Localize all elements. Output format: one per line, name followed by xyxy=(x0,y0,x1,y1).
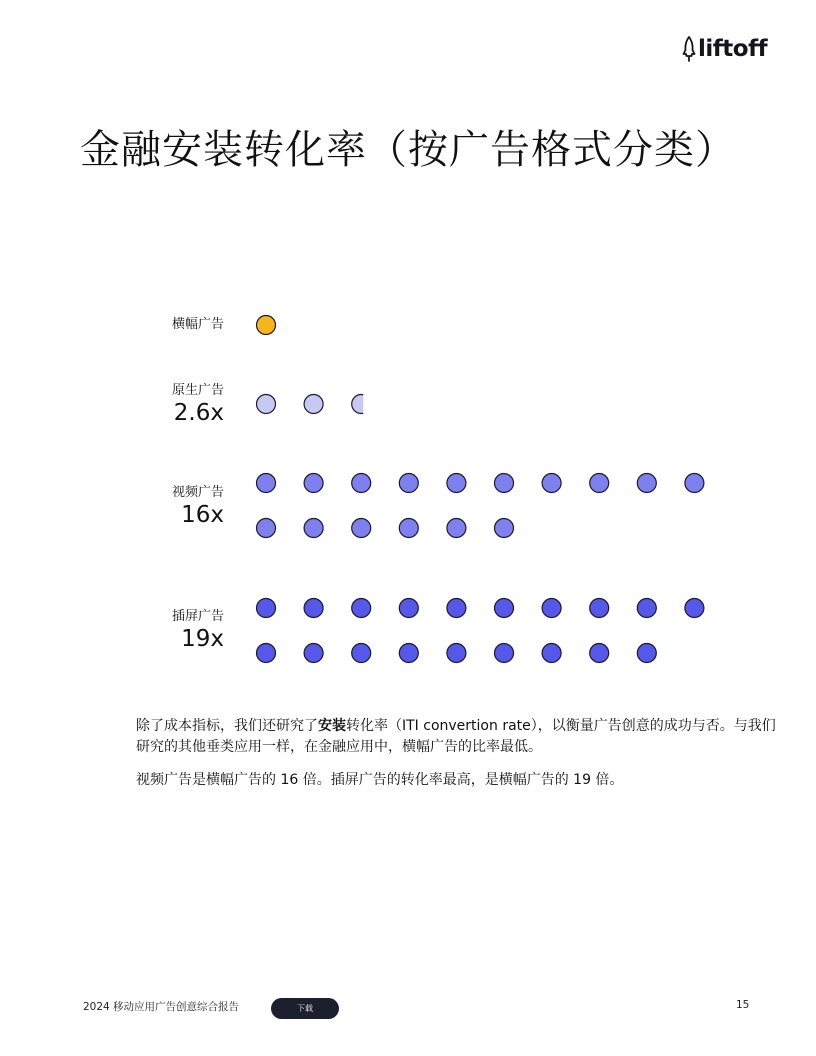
dot-mark xyxy=(447,474,466,493)
dot-mark xyxy=(304,599,323,618)
row-name: 横幅广告 xyxy=(171,317,224,332)
dot-mark xyxy=(399,519,418,538)
dot-mark xyxy=(352,474,371,493)
p1-text-a: 除了成本指标，我们还研究了 xyxy=(136,718,318,734)
dot-mark xyxy=(399,599,418,618)
dot-mark xyxy=(304,644,323,663)
row-multiplier: 19x xyxy=(181,626,224,652)
dot-mark xyxy=(257,474,276,493)
body-paragraph-2 xyxy=(136,770,776,791)
dot-mark xyxy=(495,519,514,538)
dot-mark xyxy=(447,519,466,538)
dot-mark xyxy=(637,644,656,663)
logo-text: liftoff xyxy=(698,36,768,62)
page-title: 金融安装转化率（按广告格式分类） xyxy=(80,127,736,173)
dot-mark xyxy=(399,644,418,663)
row-multiplier: 16x xyxy=(181,502,224,528)
p2-text: 视频广告是横幅广告的 16 倍。插屏广告的转化率最高，是横幅广告的 19 倍。 xyxy=(136,772,624,788)
dot-mark xyxy=(399,474,418,493)
dot-mark xyxy=(685,599,704,618)
row-name: 插屏广告 xyxy=(171,609,224,624)
dot-mark xyxy=(542,599,561,618)
dot-mark xyxy=(352,599,371,618)
dot-mark xyxy=(257,519,276,538)
dot-mark xyxy=(352,644,371,663)
dot-mark xyxy=(352,519,371,538)
dot-mark xyxy=(304,474,323,493)
row-label-banner xyxy=(172,317,224,333)
page-number: 15 xyxy=(736,999,750,1011)
p1-bold: 安装 xyxy=(318,718,346,734)
download-button[interactable]: 下载 xyxy=(271,998,339,1019)
dot-mark xyxy=(542,644,561,663)
dot-mark xyxy=(447,599,466,618)
row-label-interstitial xyxy=(172,609,224,653)
row-multiplier: 2.6x xyxy=(173,400,224,426)
dot-mark xyxy=(542,474,561,493)
p1-text-b: 转化率（ITI convertion rate），以衡量广告创意的成功与否。与我们研究的其他垂类应用一样，在金融应用中，横幅广告的比率最低。 xyxy=(136,718,776,755)
dot-mark xyxy=(637,474,656,493)
dot-mark xyxy=(495,599,514,618)
footer-report-name: 2024 移动应用广告创意综合报告 xyxy=(83,1001,240,1013)
dot-mark xyxy=(590,644,609,663)
row-label-native xyxy=(172,383,224,427)
dot-mark xyxy=(495,644,514,663)
dot-mark xyxy=(685,474,704,493)
dot-mark xyxy=(637,599,656,618)
row-name: 视频广告 xyxy=(171,485,224,500)
dot-mark xyxy=(495,474,514,493)
dot-mark xyxy=(257,644,276,663)
dot-mark xyxy=(304,519,323,538)
row-label-video xyxy=(172,485,224,529)
dot-mark xyxy=(304,395,323,414)
dot-mark xyxy=(257,599,276,618)
row-name: 原生广告 xyxy=(171,383,224,398)
dot-mark xyxy=(257,316,276,335)
dot-mark xyxy=(590,474,609,493)
dot-mark xyxy=(447,644,466,663)
dot-mark xyxy=(590,599,609,618)
partial-dot-mark xyxy=(352,395,371,414)
body-paragraph-1 xyxy=(136,716,776,758)
dot-mark xyxy=(257,395,276,414)
